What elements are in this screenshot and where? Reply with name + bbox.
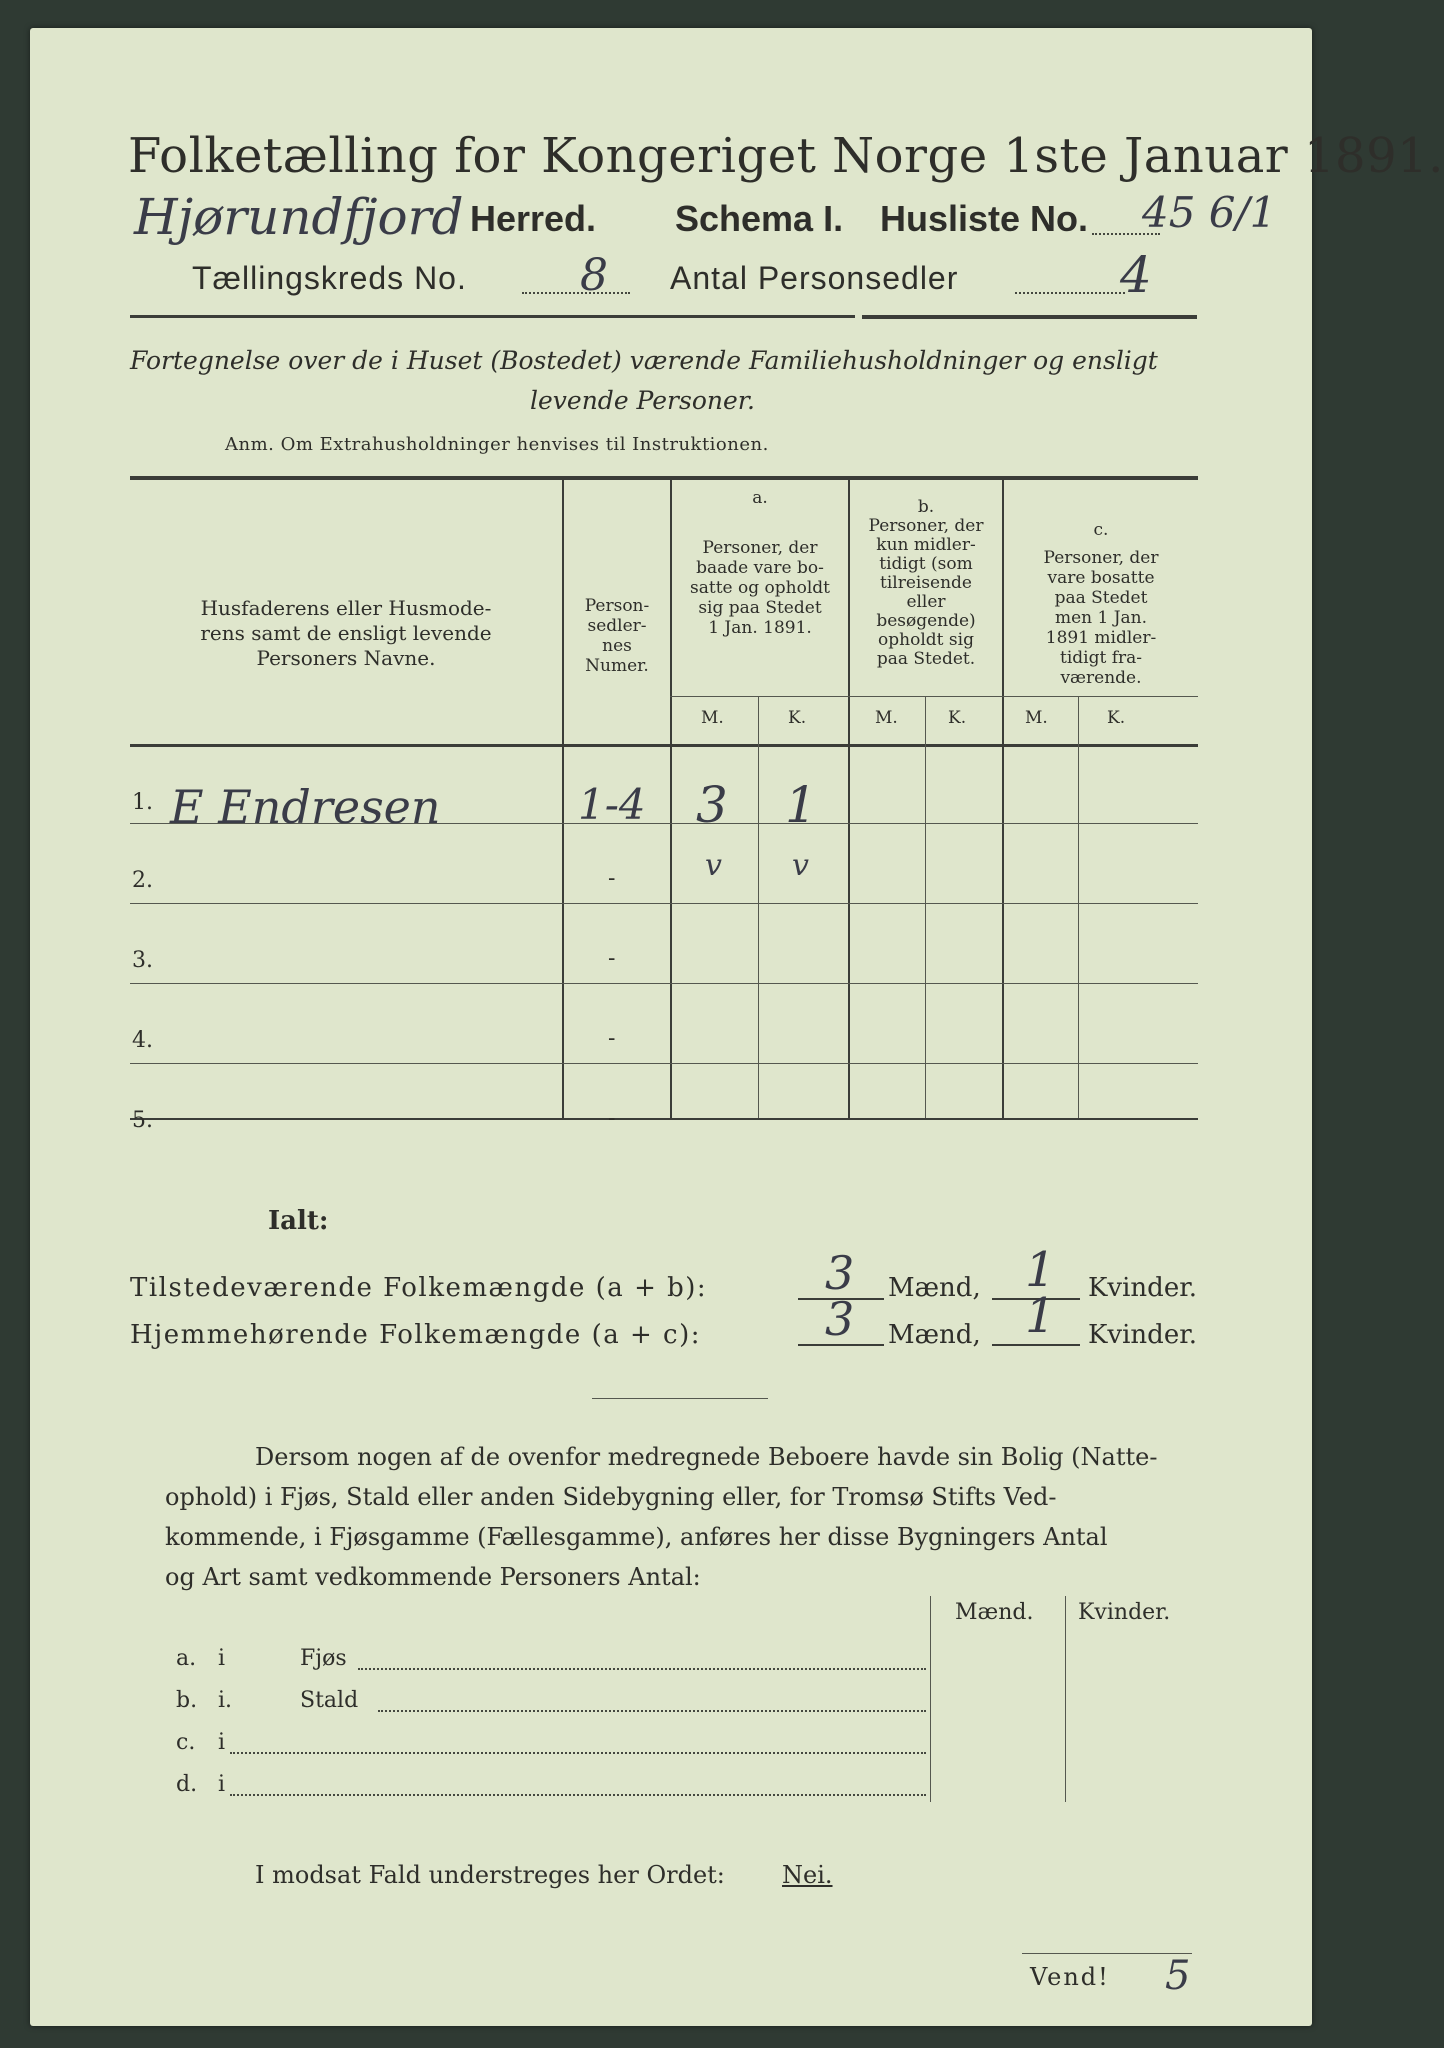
kreds-label: Tællingskreds No. xyxy=(192,260,467,296)
hjemme-kvinder-label: Kvinder. xyxy=(1088,1320,1198,1350)
buildings-col-kvinder: Kvinder. xyxy=(1078,1600,1171,1625)
vend-text: Vend! xyxy=(1030,1963,1110,1991)
row-4-personsedler: - xyxy=(608,1026,616,1051)
row-4-number: 4. xyxy=(132,1028,153,1053)
tilstede-kvinder-label: Kvinder. xyxy=(1088,1273,1198,1303)
hjemme-label: Hjemmehørende Folkemængde (a + c): xyxy=(130,1320,701,1350)
row-2-number: 2. xyxy=(132,868,153,893)
col-a-k: K. xyxy=(788,708,807,728)
row-1-number: 1. xyxy=(132,790,153,815)
herred-name-handwritten: Hjørundfjord xyxy=(134,188,464,246)
hjemme-maend-label: Mænd, xyxy=(888,1320,981,1350)
ialt-label: Ialt: xyxy=(268,1206,329,1236)
row-1-a-women: 1 xyxy=(785,776,817,834)
building-d-i: i xyxy=(218,1772,226,1797)
row-1-name-handwritten: E Endresen xyxy=(170,780,441,834)
census-form-page xyxy=(30,28,1444,2026)
building-c-letter: c. xyxy=(176,1730,196,1755)
antal-value-handwritten: 4 xyxy=(1120,246,1152,304)
vend-mark-handwritten: 5 xyxy=(1165,1953,1191,1999)
row-1-personsedler: 1-4 xyxy=(578,780,646,829)
row-1-a-men: 3 xyxy=(696,776,728,834)
row-3-personsedler: - xyxy=(608,946,616,971)
antal-label: Antal Personsedler xyxy=(670,260,959,296)
building-b-letter: b. xyxy=(176,1688,198,1713)
kreds-value-handwritten: 8 xyxy=(580,250,608,301)
intro-line-1: Fortegnelse over de i Huset (Bostedet) værende Familiehusholdninger og ensligt xyxy=(130,346,1158,375)
col-c-header: c. Personer, der vare bosatte paa Stedet men 1 Jan. 1891 midler- tidigt fra- værende. xyxy=(1043,520,1159,688)
row-2-a-women-check: v xyxy=(792,848,809,883)
col-names-header: Husfaderens eller Husmode- rens samt de ensligt levende Personers Navne. xyxy=(200,596,492,670)
col-c-m: M. xyxy=(1025,708,1048,728)
modsat-text: I modsat Fald understreges her Ordet: xyxy=(255,1861,725,1889)
col-a-m: M. xyxy=(701,708,724,728)
col-c-k: K. xyxy=(1107,708,1126,728)
row-5-personsedler: - xyxy=(608,1106,616,1131)
row-5-number: 5. xyxy=(132,1108,153,1133)
col-b-m: M. xyxy=(875,708,898,728)
buildings-para-3: kommende, i Fjøsgamme (Fællesgamme), anføres her disse Bygningers Antal xyxy=(165,1523,1108,1551)
building-b-label: Stald xyxy=(300,1688,359,1713)
building-c-i: i xyxy=(218,1730,226,1755)
building-a-letter: a. xyxy=(176,1646,197,1671)
nei-underlined: Nei. xyxy=(782,1861,833,1889)
col-b-k: K. xyxy=(948,708,967,728)
herred-label: Herred. xyxy=(470,198,597,239)
anm-note: Anm. Om Extrahusholdninger henvises til Instruktionen. xyxy=(225,434,769,455)
husliste-label: Husliste No. xyxy=(880,198,1089,239)
tilstede-men-handwritten: 3 xyxy=(825,1246,855,1300)
form-title: Folketælling for Kongeriget Norge 1ste Januar 1891. xyxy=(128,128,1444,184)
intro-line-2: levende Personer. xyxy=(530,386,755,415)
col-number-header: Person- sedler- nes Numer. xyxy=(584,596,650,676)
building-a-label: Fjøs xyxy=(300,1646,347,1671)
row-2-personsedler: - xyxy=(608,866,616,891)
hjemme-women-handwritten: 1 xyxy=(1025,1288,1056,1344)
row-3-number: 3. xyxy=(132,948,153,973)
building-d-letter: d. xyxy=(176,1772,198,1797)
hjemme-men-handwritten: 3 xyxy=(825,1292,855,1346)
husliste-value-handwritten: 45 6/1 xyxy=(1142,188,1277,237)
building-b-i: i. xyxy=(218,1688,233,1713)
tilstede-women-handwritten: 1 xyxy=(1025,1242,1056,1298)
col-a-header: a. Personer, der baade vare bo- satte og opholdt sig paa Stedet 1 Jan. 1891. xyxy=(690,488,830,638)
buildings-para-2: ophold) i Fjøs, Stald eller anden Sidebygning eller, for Tromsø Stifts Ved- xyxy=(165,1483,1057,1511)
building-a-i: i xyxy=(218,1646,226,1671)
col-b-header: b. Personer, der kun midler- tidigt (som tilreisende eller besøgende) opholdt sig paa Stedet. xyxy=(868,497,984,669)
tilstede-maend-label: Mænd, xyxy=(888,1273,981,1303)
buildings-para-4: og Art samt vedkommende Personers Antal: xyxy=(165,1563,701,1591)
buildings-col-maend: Mænd. xyxy=(955,1600,1034,1625)
schema-label: Schema I. xyxy=(675,198,844,239)
buildings-para-1: Dersom nogen af de ovenfor medregnede Beboere havde sin Bolig (Natte- xyxy=(255,1443,1158,1471)
row-2-a-men-check: v xyxy=(705,848,722,883)
tilstede-label: Tilstedeværende Folkemængde (a + b): xyxy=(130,1273,708,1303)
